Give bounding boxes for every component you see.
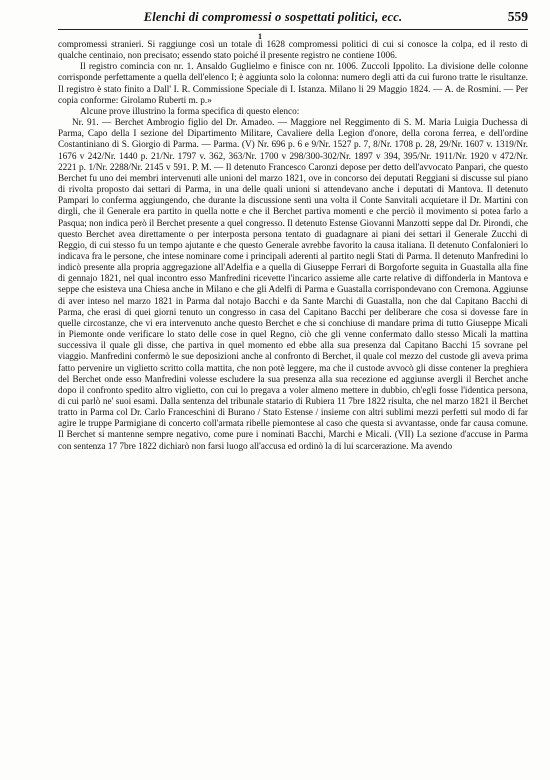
- entry-berchet: Nr. 91. — Berchet Ambrogio figlio del Dr. Amadeo. — Maggiore nel Reggimento di S. M. Maria Luigia Duchessa di Parma, Capo della I sezione del Dipartimento Militare, Cavaliere della Legion d'onore, della corona ferrea, e dell'ordine Costantiniano di S. Giorgio di Parma. — Parma. (V) Nr. 696 p. 6 e 9/Nr. 1527 p. 7, 8/Nr. 1708 p. 28, 29/Nr. 1607 v. 1319/Nr. 1676 v 242/Nr. 1440 p. 21/Nr. 1797 v. 362, 363/Nr. 1700 v 298/300-302/Nr. 1897 v 394, 395/Nr. 1911/Nr. 1920 v 472/Nr. 2221 p. 1/Nr. 2288/Nr. 2145 v 591. P. M. — Il detenuto Francesco Caronzi depose per detto dell'avvocato Panpari, che questo Berchet fu uno dei membri intervenuti alle unioni del marzo 1821, ove in concorso dei deputati Reggiani si discusse sul piano di rivolta proposto dai settari di Parma, in una delle quali unioni si attendevano anche i deputati di Mantova. Il detenuto Pampari lo conferma aggiungendo, che durante la discussione sentì una volta il Conte Sanvitali acquietare il Dr. Martini con dirgli, che il Generale era partito in quella notte e che il Berchet partiva momenti e che perciò il movimento si potea farlo a Pasqua; non indica però il Berchet presente a quel congresso. Il detenuto Estense Giovanni Manzotti seppe dal Dr. Pirondi, che questo Berchet avea direttamente o per interposta persona tentato di guadagnare ai piani dei settari il Generale Zucchi di Reggio, di cui stesso fu un tempo ajutante e che questo Generale avrebbe favorito la causa italiana. Il detenuto Confalonieri lo indicava fra le persone, che intese nominare come i principali aderenti al partito negli Stati di Parma. Il detenuto Manfredini lo indicò presente alla propria aggregazione all'Adelfia e a quella di Giuseppe Ferrari di Borgoforte seguita in Guastalla alla fine di gennajo 1821, nel qual incontro esso Manfredini ricevette l'incarico assieme alle carte relative di diffonderla in Mantova e seppe che esisteva una Chiesa anche in Milano e che gli Adelfi di Parma e Guastalla corrispondevano con Cremona. Aggiunse di aver inteso nel marzo 1821 in Parma dal notajo Bacchi e da Sante Marchi di Guastalla, non che dal Capitano Bacchi di Parma, che erasi di quei giorni tenuto un congresso in casa del Capitano Bacchi per deliberare che cosa si dovesse fare in quelle circostanze, che vi era intervenuto anche questo Berchet e che si conchiuse di mandare prima di tutto Giuseppe Micali in Piemonte onde verificare lo stato delle cose in quel Regno, ciò che gli venne confermato dallo stesso Micali la mattina successiva il quale gli disse, che partiva in quel momento ed ebbe alla sua presenza dal Capitano Bacchi 15 sovrane pel viaggio. Manfredini confermò le sue deposizioni anche al confronto di Berchet, il quale col mezzo del custode gli aveva prima fatto pervenire un viglietto scritto colla mattita, che non potè leggere, ma che il custode avvocò gli disse contener la preghiera del Berchet onde esso Manfredini volesse escludere la sua presenza alla sua recezione ed aggiunse avergli il Berchet anche dopo il confronto spedito altro viglietto, con cui lo pregava a voler almeno mettere in dubbio, ch'egli fosse l'identica persona, di cui parlò ne' suoi esami. Dalla sentenza del tribunale statario di Rubiera 11 7bre 1822 risulta, che nel marzo 1821 il Berchet tratto in Parma col Dr. Carlo Franceschini di Burano / Stato Estense / insieme con altri sublimi mezzi perfetti sul modo di far agire le truppe Parmigiane di concerto coll'armata ribelle piemontese al caso che questa si avvantasse, onde far causa comune. Il Berchet si mantenne sempre negativo, come pure i nominati Bacchi, Marchi e Micali. (VII) La sezione d'accuse in Parma con sentenza 17 7bre 1822 dichiarò non farsi luogo all'accusa ed ordinò la di lui scarcerazione. Ma avendo: [58, 118, 528, 452]
- body-text: [58, 34, 528, 453]
- section-marker: 1: [258, 32, 262, 41]
- paragraph-intro: Alcune prove illustrino la forma specifica di questo elenco:: [80, 106, 300, 117]
- page-header: [58, 9, 528, 30]
- running-title: Elenchi di compromessi o sospettati politici, ecc.: [143, 10, 403, 24]
- paragraph-register: Il registro comincia con nr. 1. Ansaldo Guglielmo e finisce con nr. 1006. Zuccoli Ippolito. La divisione delle colonne corrisponde perfettamente a quella dell'elenco I; è aggiunta solo la colonna: numero degli atti da cui furono tratte le risultanze. Il registro è stato finito a Dall' I. R. Commissione Speciale di I. Istanza. Milano li 29 Maggio 1824. — A. de Rosmini. — Per copia conforme: Girolamo Ruberti m. p.»: [58, 62, 528, 106]
- paragraph-continuation: compromessi stranieri. Si raggiunge così un totale di 1628 compromessi politici di cui si conosce la colpa, ed il resto di qualche centinaio, non precisato; essendo stato poiché il presente registro ne contiene 1006.: [58, 40, 528, 62]
- page-number: 559: [507, 9, 528, 24]
